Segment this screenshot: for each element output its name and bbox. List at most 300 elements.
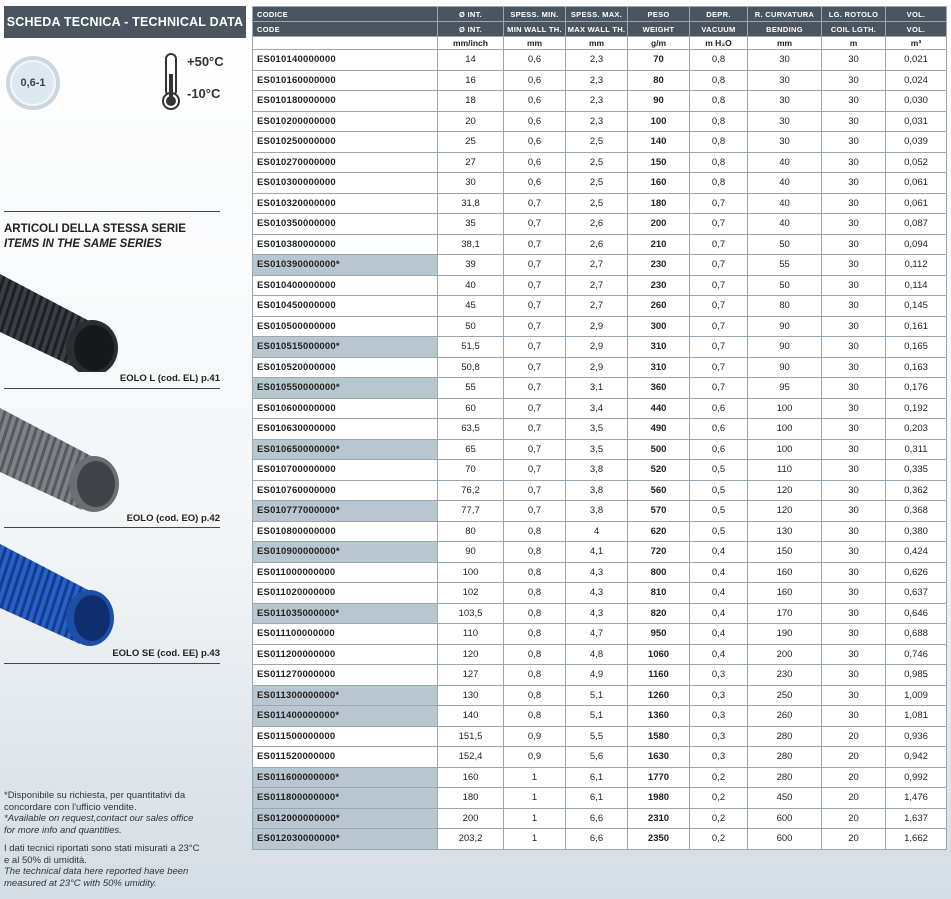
table-row	[253, 542, 947, 563]
table-cell: 4,3	[566, 603, 628, 624]
header-cell: R. CURVATURA	[748, 7, 822, 22]
table-cell: 30	[822, 337, 886, 358]
header-cell: m H₂O	[690, 37, 748, 50]
table-cell: 0,7	[504, 234, 566, 255]
table-cell: 60	[438, 398, 504, 419]
hose-image-eolo-l	[0, 262, 125, 372]
header-cell: MAX WALL TH.	[566, 22, 628, 37]
table-cell: 0,094	[886, 234, 947, 255]
table-cell: 0,061	[886, 193, 947, 214]
table-cell: 70	[628, 50, 690, 71]
table-cell: 40	[748, 152, 822, 173]
table-cell: 30	[822, 501, 886, 522]
table-row	[253, 644, 947, 665]
thickness-badge	[6, 56, 60, 110]
table-cell: 3,8	[566, 480, 628, 501]
table-row	[253, 583, 947, 604]
table-cell: 0,4	[690, 583, 748, 604]
table-cell: 39	[438, 255, 504, 276]
table-cell: 100	[438, 562, 504, 583]
table-cell: 1	[504, 767, 566, 788]
table-cell: 27	[438, 152, 504, 173]
table-cell: 0,637	[886, 583, 947, 604]
header-cell: mm	[504, 37, 566, 50]
table-cell: 30	[822, 480, 886, 501]
header-cell: m	[822, 37, 886, 50]
table-cell: 90	[628, 91, 690, 112]
table-cell: 150	[748, 542, 822, 563]
product-code-cell: ES010200000000	[253, 111, 438, 132]
table-row	[253, 234, 947, 255]
table-cell: 0,4	[690, 624, 748, 645]
table-cell: 50,8	[438, 357, 504, 378]
product-code-cell: ES010630000000	[253, 419, 438, 440]
table-cell: 570	[628, 501, 690, 522]
table-cell: 0,2	[690, 767, 748, 788]
footnote-line: *Available on request,contact our sales office	[4, 813, 194, 824]
table-cell: 2,6	[566, 234, 628, 255]
table-cell: 0,9	[504, 747, 566, 768]
table-row	[253, 665, 947, 686]
table-row	[253, 50, 947, 71]
table-cell: 0,8	[504, 685, 566, 706]
header-cell: Ø INT.	[438, 7, 504, 22]
table-cell: 102	[438, 583, 504, 604]
left-panel	[0, 0, 250, 899]
product-code-cell: ES010270000000	[253, 152, 438, 173]
table-cell: 0,7	[504, 316, 566, 337]
table-cell: 100	[628, 111, 690, 132]
product-code-cell: ES012000000000*	[253, 808, 438, 829]
table-cell: 0,7	[690, 357, 748, 378]
table-cell: 0,7	[504, 357, 566, 378]
product-code-cell: ES012030000000*	[253, 829, 438, 850]
divider	[4, 388, 220, 389]
header-cell: WEIGHT	[628, 22, 690, 37]
table-cell: 30	[822, 562, 886, 583]
table-cell: 0,6	[504, 91, 566, 112]
table-cell: 0,2	[690, 788, 748, 809]
table-cell: 0,6	[504, 70, 566, 91]
product-code-cell: ES010380000000	[253, 234, 438, 255]
table-cell: 0,746	[886, 644, 947, 665]
table-cell: 1,476	[886, 788, 947, 809]
table-cell: 5,1	[566, 685, 628, 706]
table-row	[253, 378, 947, 399]
series-label-eolo: EOLO (cod. EO) p.42	[126, 513, 220, 524]
table-cell: 20	[822, 808, 886, 829]
table-cell: 80	[438, 521, 504, 542]
table-cell: 30	[822, 624, 886, 645]
product-code-cell: ES010777000000*	[253, 501, 438, 522]
table-cell: 230	[628, 275, 690, 296]
product-code-cell: ES011270000000	[253, 665, 438, 686]
table-cell: 260	[628, 296, 690, 317]
table-cell: 1580	[628, 726, 690, 747]
table-cell: 4,1	[566, 542, 628, 563]
table-cell: 4,9	[566, 665, 628, 686]
table-cell: 6,1	[566, 788, 628, 809]
table-cell: 30	[822, 685, 886, 706]
table-cell: 0,7	[690, 234, 748, 255]
table-row	[253, 706, 947, 727]
table-cell: 120	[748, 501, 822, 522]
product-code-cell: ES010450000000	[253, 296, 438, 317]
table-cell: 2,9	[566, 337, 628, 358]
table-cell: 100	[748, 419, 822, 440]
product-code-cell: ES011300000000*	[253, 685, 438, 706]
table-cell: 30	[822, 706, 886, 727]
table-cell: 0,5	[690, 521, 748, 542]
series-title-en: ITEMS IN THE SAME SERIES	[4, 238, 162, 250]
section-title: SCHEDA TECNICA - TECHNICAL DATA	[4, 6, 246, 38]
table-cell: 0,114	[886, 275, 947, 296]
table-cell: 0,8	[690, 173, 748, 194]
table-cell: 0,6	[690, 419, 748, 440]
table-cell: 1160	[628, 665, 690, 686]
table-cell: 30	[822, 583, 886, 604]
table-cell: 30	[748, 91, 822, 112]
table-cell: 151,5	[438, 726, 504, 747]
table-row	[253, 132, 947, 153]
table-cell: 280	[748, 747, 822, 768]
table-cell: 0,7	[690, 337, 748, 358]
table-cell: 160	[748, 562, 822, 583]
footnote-line: for more info and quantities.	[4, 824, 122, 836]
table-row	[253, 829, 947, 850]
header-cell: m³	[886, 37, 947, 50]
table-cell: 0,6	[504, 173, 566, 194]
product-code-cell: ES011520000000	[253, 747, 438, 768]
table-cell: 0,8	[504, 562, 566, 583]
table-cell: 0,7	[504, 193, 566, 214]
table-cell: 0,112	[886, 255, 947, 276]
table-cell: 0,8	[690, 70, 748, 91]
table-cell: 560	[628, 480, 690, 501]
table-cell: 1,081	[886, 706, 947, 727]
table-cell: 0,7	[690, 378, 748, 399]
table-cell: 30	[822, 91, 886, 112]
table-cell: 30	[822, 316, 886, 337]
table-cell: 0,7	[504, 255, 566, 276]
table-cell: 63,5	[438, 419, 504, 440]
table-cell: 6,6	[566, 808, 628, 829]
table-cell: 0,052	[886, 152, 947, 173]
table-cell: 50	[748, 275, 822, 296]
table-cell: 30	[822, 460, 886, 481]
table-cell: 6,1	[566, 767, 628, 788]
table-cell: 30	[438, 173, 504, 194]
product-code-cell: ES010500000000	[253, 316, 438, 337]
table-cell: 45	[438, 296, 504, 317]
table-cell: 0,3	[690, 665, 748, 686]
table-row	[253, 337, 947, 358]
table-row	[253, 480, 947, 501]
table-cell: 20	[822, 767, 886, 788]
table-cell: 0,8	[690, 152, 748, 173]
footnote-line: e al 50% di umidità.	[4, 854, 87, 866]
table-cell: 18	[438, 91, 504, 112]
table-row	[253, 214, 947, 235]
table-cell: 450	[748, 788, 822, 809]
header-cell: SPESS. MIN.	[504, 7, 566, 22]
table-cell: 20	[822, 788, 886, 809]
product-code-cell: ES011800000000*	[253, 788, 438, 809]
table-cell: 3,8	[566, 460, 628, 481]
table-cell: 200	[628, 214, 690, 235]
table-cell: 40	[438, 275, 504, 296]
table-cell: 40	[748, 173, 822, 194]
table-cell: 0,362	[886, 480, 947, 501]
table-cell: 0,5	[690, 480, 748, 501]
table-cell: 0,2	[690, 808, 748, 829]
footnote-line	[4, 836, 239, 843]
table-cell: 16	[438, 70, 504, 91]
product-code-cell: ES010800000000	[253, 521, 438, 542]
table-row	[253, 603, 947, 624]
table-cell: 103,5	[438, 603, 504, 624]
table-cell: 0,3	[690, 726, 748, 747]
table-cell: 30	[822, 644, 886, 665]
table-cell: 0,368	[886, 501, 947, 522]
table-cell: 0,7	[504, 501, 566, 522]
header-cell: MIN WALL TH.	[504, 22, 566, 37]
table-row	[253, 275, 947, 296]
table-row	[253, 357, 947, 378]
thickness-badge-label: 0,6-1	[10, 60, 56, 106]
table-cell: 0,6	[504, 152, 566, 173]
table-cell: 0,7	[504, 439, 566, 460]
product-code-cell: ES011500000000	[253, 726, 438, 747]
table-cell: 55	[748, 255, 822, 276]
table-cell: 2,7	[566, 296, 628, 317]
table-row	[253, 624, 947, 645]
table-cell: 2350	[628, 829, 690, 850]
table-cell: 0,3	[690, 706, 748, 727]
product-code-cell: ES011100000000	[253, 624, 438, 645]
header-cell: CODICE	[253, 7, 438, 22]
table-cell: 0,061	[886, 173, 947, 194]
table-cell: 90	[748, 316, 822, 337]
table-cell: 38,1	[438, 234, 504, 255]
product-code-cell: ES011200000000	[253, 644, 438, 665]
hose-image-eolo-se	[0, 538, 125, 648]
table-cell: 0,8	[690, 111, 748, 132]
table-cell: 30	[822, 603, 886, 624]
table-cell: 0,936	[886, 726, 947, 747]
product-code-cell: ES010250000000	[253, 132, 438, 153]
table-cell: 230	[628, 255, 690, 276]
table-cell: 30	[822, 111, 886, 132]
product-code-cell: ES011400000000*	[253, 706, 438, 727]
table-cell: 0,8	[690, 91, 748, 112]
table-cell: 0,7	[690, 316, 748, 337]
table-cell: 30	[822, 419, 886, 440]
product-code-cell: ES010600000000	[253, 398, 438, 419]
product-code-cell: ES011035000000*	[253, 603, 438, 624]
table-cell: 30	[822, 70, 886, 91]
product-code-cell: ES010520000000	[253, 357, 438, 378]
table-cell: 0,6	[504, 132, 566, 153]
product-code-cell: ES010900000000*	[253, 542, 438, 563]
table-cell: 30	[822, 378, 886, 399]
header-cell: VACUUM	[690, 22, 748, 37]
table-cell: 90	[438, 542, 504, 563]
table-cell: 0,5	[690, 501, 748, 522]
table-cell: 150	[628, 152, 690, 173]
table-cell: 3,4	[566, 398, 628, 419]
header-cell: CODE	[253, 22, 438, 37]
product-code-cell: ES011020000000	[253, 583, 438, 604]
table-cell: 2,3	[566, 70, 628, 91]
table-cell: 0,8	[504, 521, 566, 542]
table-cell: 1,009	[886, 685, 947, 706]
product-code-cell: ES010760000000	[253, 480, 438, 501]
table-cell: 0,8	[504, 644, 566, 665]
table-cell: 0,021	[886, 50, 947, 71]
table-cell: 0,4	[690, 644, 748, 665]
table-cell: 76,2	[438, 480, 504, 501]
table-cell: 200	[748, 644, 822, 665]
table-cell: 110	[748, 460, 822, 481]
table-cell: 120	[748, 480, 822, 501]
hose-image-eolo	[0, 400, 125, 515]
table-row	[253, 439, 947, 460]
table-cell: 2,6	[566, 214, 628, 235]
series-title-it: ARTICOLI DELLA STESSA SERIE	[4, 223, 186, 235]
table-cell: 90	[748, 337, 822, 358]
table-cell: 0,380	[886, 521, 947, 542]
table-cell: 0,4	[690, 542, 748, 563]
table-cell: 77,7	[438, 501, 504, 522]
table-cell: 4,8	[566, 644, 628, 665]
table-cell: 0,7	[504, 419, 566, 440]
table-cell: 0,8	[504, 583, 566, 604]
table-cell: 40	[748, 214, 822, 235]
table-cell: 30	[822, 132, 886, 153]
table-cell: 4,7	[566, 624, 628, 645]
table-cell: 120	[438, 644, 504, 665]
table-cell: 1260	[628, 685, 690, 706]
header-cell: DEPR.	[690, 7, 748, 22]
table-cell: 820	[628, 603, 690, 624]
product-code-cell: ES010180000000	[253, 91, 438, 112]
table-cell: 0,192	[886, 398, 947, 419]
header-cell: VOL.	[886, 22, 947, 37]
table-cell: 20	[822, 747, 886, 768]
table-cell: 20	[438, 111, 504, 132]
table-cell: 20	[822, 829, 886, 850]
table-cell: 0,7	[504, 214, 566, 235]
table-cell: 100	[748, 439, 822, 460]
table-cell: 130	[748, 521, 822, 542]
table-row	[253, 91, 947, 112]
footnote-line: concordare con l'ufficio vendite.	[4, 801, 137, 813]
footnote-line: *Disponibile su richiesta, per quantitativi da	[4, 790, 186, 801]
table-cell: 0,163	[886, 357, 947, 378]
table-cell: 51,5	[438, 337, 504, 358]
table-cell: 0,8	[504, 665, 566, 686]
table-cell: 0,203	[886, 419, 947, 440]
table-cell: 140	[628, 132, 690, 153]
table-cell: 0,6	[504, 111, 566, 132]
table-cell: 190	[748, 624, 822, 645]
table-cell: 0,7	[504, 296, 566, 317]
temp-max: +50°C	[187, 54, 224, 69]
table-row	[253, 70, 947, 91]
table-cell: 0,424	[886, 542, 947, 563]
table-row	[253, 521, 947, 542]
table-cell: 0,024	[886, 70, 947, 91]
table-cell: 300	[628, 316, 690, 337]
temp-min: -10°C	[187, 86, 221, 101]
header-cell: g/m	[628, 37, 690, 50]
table-cell: 0,8	[504, 603, 566, 624]
table-cell: 0,7	[504, 378, 566, 399]
table-cell: 810	[628, 583, 690, 604]
table-cell: 1	[504, 829, 566, 850]
table-row	[253, 296, 947, 317]
table-cell: 20	[822, 726, 886, 747]
product-code-cell: ES011600000000*	[253, 767, 438, 788]
footnote-line: The technical data here reported have been	[4, 866, 189, 877]
table-cell: 800	[628, 562, 690, 583]
table-cell: 2,5	[566, 132, 628, 153]
table-cell: 1770	[628, 767, 690, 788]
table-cell: 0,039	[886, 132, 947, 153]
table-cell: 0,030	[886, 91, 947, 112]
table-cell: 0,2	[690, 829, 748, 850]
series-label-eolo-se: EOLO SE (cod. EE) p.43	[112, 648, 220, 659]
table-cell: 0,4	[690, 562, 748, 583]
table-cell: 0,8	[504, 542, 566, 563]
table-cell: 0,7	[690, 255, 748, 276]
footnote-line: measured at 23°C with 50% umidity.	[4, 877, 157, 889]
table-cell: 1360	[628, 706, 690, 727]
table-cell: 55	[438, 378, 504, 399]
table-cell: 490	[628, 419, 690, 440]
table-row	[253, 562, 947, 583]
table-cell: 0,311	[886, 439, 947, 460]
table-cell: 3,5	[566, 419, 628, 440]
table-cell: 310	[628, 357, 690, 378]
table-cell: 30	[822, 50, 886, 71]
table-cell: 30	[822, 214, 886, 235]
table-row	[253, 255, 947, 276]
table-cell: 4	[566, 521, 628, 542]
table-cell: 0,087	[886, 214, 947, 235]
table-cell: 2,5	[566, 173, 628, 194]
table-cell: 0,7	[504, 337, 566, 358]
divider	[4, 663, 220, 664]
table-cell: 2,9	[566, 316, 628, 337]
footnotes	[4, 790, 239, 889]
table-cell: 65	[438, 439, 504, 460]
header-cell: SPESS. MAX.	[566, 7, 628, 22]
header-row-it	[253, 7, 947, 22]
table-cell: 0,8	[504, 706, 566, 727]
product-code-cell: ES010160000000	[253, 70, 438, 91]
table-cell: 30	[748, 111, 822, 132]
table-cell: 35	[438, 214, 504, 235]
table-cell: 100	[748, 398, 822, 419]
header-cell	[253, 37, 438, 50]
table-cell: 160	[438, 767, 504, 788]
table-cell: 200	[438, 808, 504, 829]
table-cell: 130	[438, 685, 504, 706]
table-cell: 0,3	[690, 685, 748, 706]
table-row	[253, 788, 947, 809]
